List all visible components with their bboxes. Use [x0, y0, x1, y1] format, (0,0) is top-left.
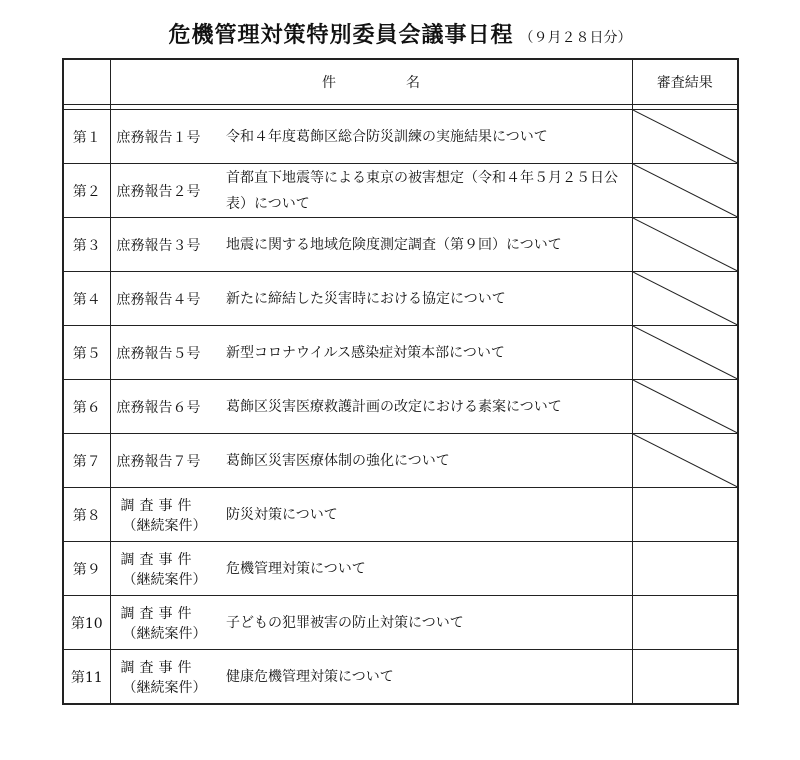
- item-category-line1: 調査事件: [120, 551, 197, 568]
- item-result: [632, 218, 738, 272]
- item-result: [632, 542, 738, 596]
- item-number: 第４: [63, 272, 110, 326]
- item-result: [632, 434, 738, 488]
- item-number: 第２: [63, 164, 110, 218]
- item-category: 庶務報告２号: [110, 164, 222, 218]
- item-category: 庶務報告１号: [110, 110, 222, 164]
- item-subject: 地震に関する地域危険度測定調査（第９回）について: [222, 218, 632, 272]
- table-row: [63, 596, 738, 650]
- header-result-cell: 審査結果: [632, 59, 738, 105]
- result-slash-mark: [633, 380, 738, 433]
- item-category-line2: （継続案件）: [122, 571, 207, 588]
- title-date: （９月２８日分）: [519, 30, 632, 46]
- item-result: [632, 596, 738, 650]
- item-result: [632, 380, 738, 434]
- document-title: [0, 18, 800, 49]
- item-result: [632, 164, 738, 218]
- item-result: [632, 650, 738, 705]
- item-category-line1: 調査事件: [120, 497, 197, 514]
- item-category: 庶務報告３号: [110, 218, 222, 272]
- result-slash-mark: [633, 218, 738, 271]
- table-row: [63, 434, 738, 488]
- item-category-line2: （継続案件）: [122, 625, 207, 642]
- item-number: 第９: [63, 542, 110, 596]
- item-number: 第７: [63, 434, 110, 488]
- result-slash-mark: [633, 110, 738, 163]
- item-result: [632, 110, 738, 164]
- table-row: [63, 218, 738, 272]
- table-row: [63, 542, 738, 596]
- item-category: 庶務報告６号: [110, 380, 222, 434]
- item-subject: 子どもの犯罪被害の防止対策について: [222, 596, 632, 650]
- header-number-cell: [63, 59, 110, 105]
- table-row: [63, 272, 738, 326]
- item-number: 第６: [63, 380, 110, 434]
- header-subject-left: 件: [322, 75, 336, 91]
- table-row: [63, 650, 738, 705]
- item-number: 第５: [63, 326, 110, 380]
- item-subject: 防災対策について: [222, 488, 632, 542]
- table-row: [63, 110, 738, 164]
- item-category: [110, 596, 222, 650]
- item-result: [632, 488, 738, 542]
- result-slash-mark: [633, 164, 738, 217]
- item-number: 第11: [63, 650, 110, 705]
- item-subject: 令和４年度葛飾区総合防災訓練の実施結果について: [222, 110, 632, 164]
- item-category: [110, 650, 222, 705]
- title-main: 危機管理対策特別委員会議事日程: [168, 22, 514, 48]
- result-slash-mark: [633, 326, 738, 379]
- header-subject-cell: [110, 59, 632, 105]
- item-category: 庶務報告４号: [110, 272, 222, 326]
- item-subject: 葛飾区災害医療体制の強化について: [222, 434, 632, 488]
- item-category: 庶務報告７号: [110, 434, 222, 488]
- result-slash-mark: [633, 272, 738, 325]
- item-category: [110, 542, 222, 596]
- item-subject: 健康危機管理対策について: [222, 650, 632, 705]
- item-category-line1: 調査事件: [120, 605, 197, 622]
- item-subject: 首都直下地震等による東京の被害想定（令和４年５月２５日公表）について: [222, 164, 632, 218]
- agenda-table: [62, 58, 739, 705]
- table-row: [63, 326, 738, 380]
- item-category-line1: 調査事件: [120, 659, 197, 676]
- item-category-line2: （継続案件）: [122, 517, 207, 534]
- item-subject: 新たに締結した災害時における協定について: [222, 272, 632, 326]
- item-category: 庶務報告５号: [110, 326, 222, 380]
- result-slash-mark: [633, 434, 738, 487]
- table-row: [63, 488, 738, 542]
- item-number: 第３: [63, 218, 110, 272]
- item-category-line2: （継続案件）: [122, 679, 207, 696]
- table-header-row: [63, 59, 738, 105]
- item-result: [632, 326, 738, 380]
- item-subject: 葛飾区災害医療救護計画の改定における素案について: [222, 380, 632, 434]
- item-result: [632, 272, 738, 326]
- item-subject: 危機管理対策について: [222, 542, 632, 596]
- header-subject-right: 名: [406, 75, 420, 91]
- item-number: 第10: [63, 596, 110, 650]
- table-row: [63, 164, 738, 218]
- item-subject: 新型コロナウイルス感染症対策本部について: [222, 326, 632, 380]
- table-row: [63, 380, 738, 434]
- item-number: 第８: [63, 488, 110, 542]
- item-category: [110, 488, 222, 542]
- item-number: 第１: [63, 110, 110, 164]
